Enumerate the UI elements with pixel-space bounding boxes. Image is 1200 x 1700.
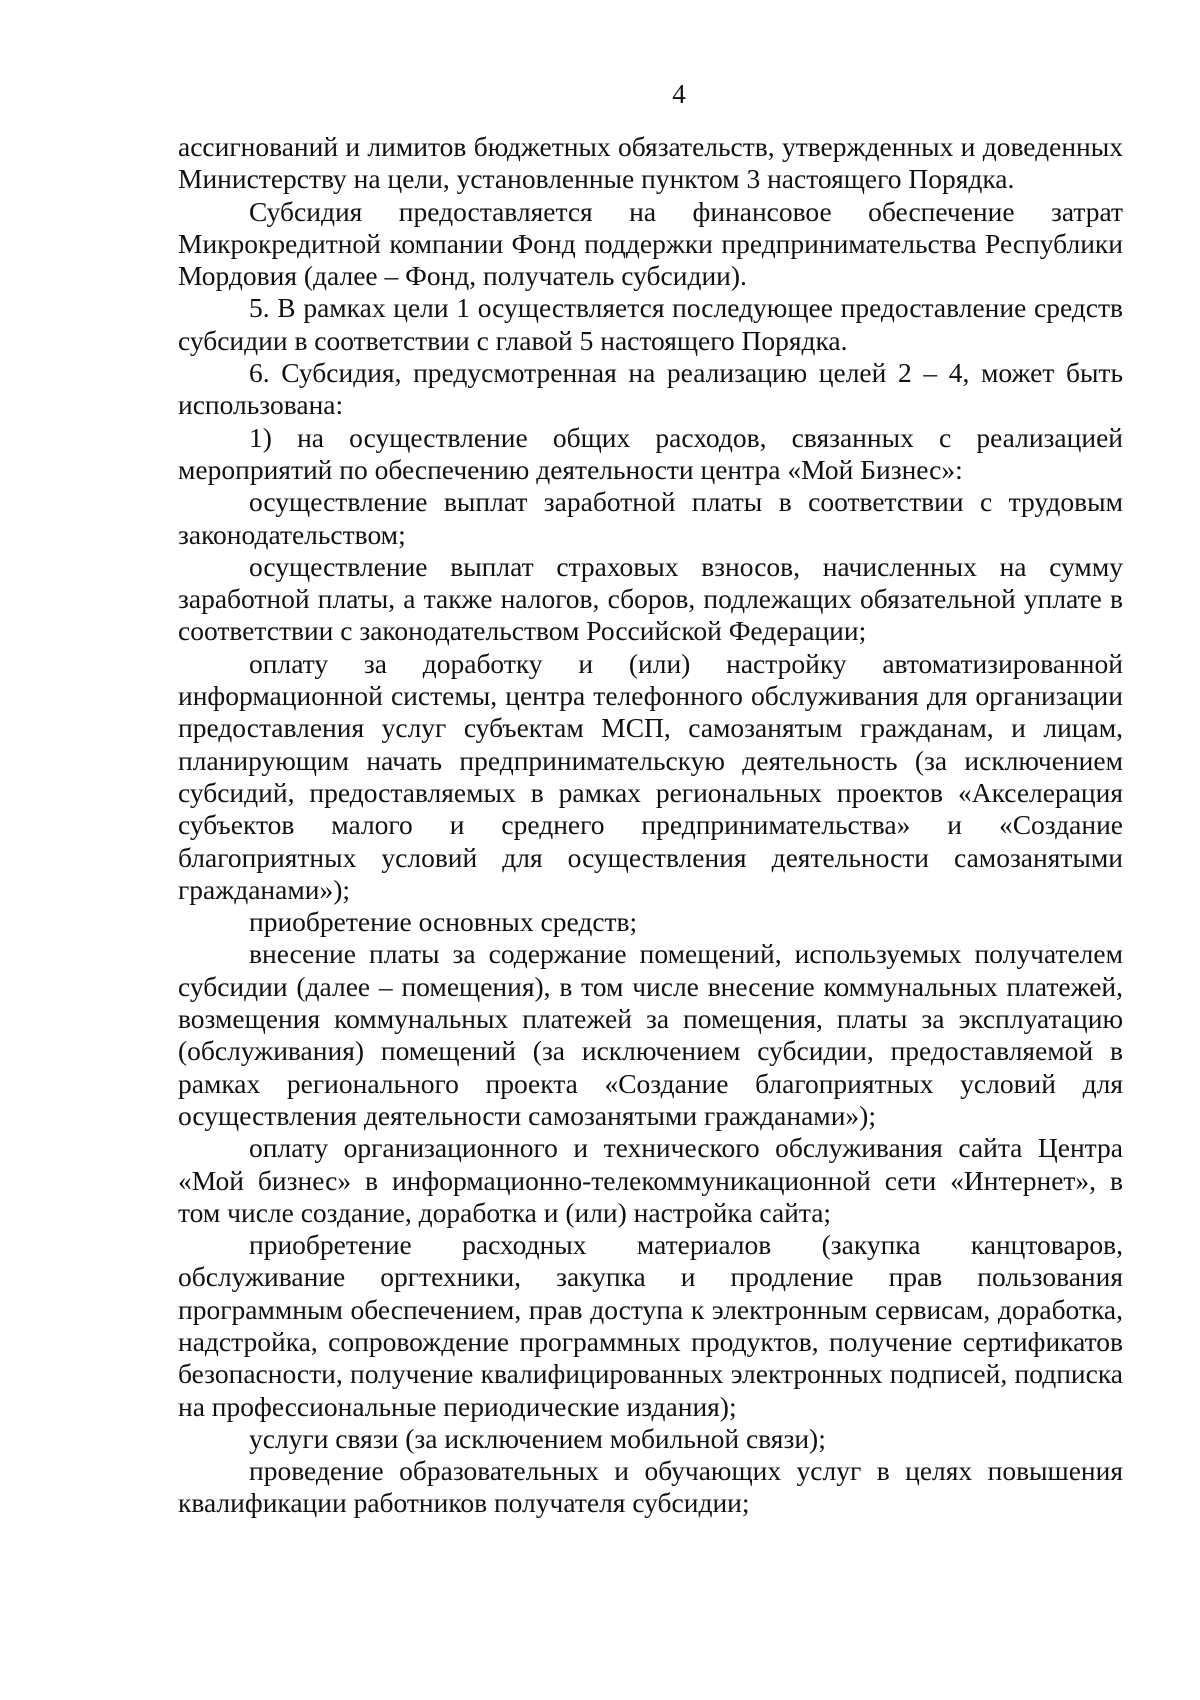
paragraph: Субсидия предоставляется на финансовое обеспечение затрат Микрокредитной компании Фонд поддержки предпринимательства Республики Мордовия (далее – Фонд, получатель субсидии). bbox=[178, 195, 1123, 292]
paragraph: ассигнований и лимитов бюджетных обязательств, утвержденных и доведенных Министерству на цели, установленные пунктом 3 настоящего Порядка. bbox=[178, 131, 1123, 195]
paragraph: приобретение основных средств; bbox=[249, 906, 638, 938]
paragraph: 5. В рамках цели 1 осуществляется последующее предоставление средств субсидии в соответствии с главой 5 настоящего Порядка. bbox=[178, 292, 1123, 356]
document-body bbox=[178, 131, 1123, 1520]
paragraph: осуществление выплат заработной платы в соответствии с трудовым законодательством; bbox=[178, 486, 1123, 550]
paragraph: услуги связи (за исключением мобильной связи); bbox=[249, 1422, 826, 1454]
paragraph: проведение образовательных и обучающих услуг в целях повышения квалификации работников получателя субсидии; bbox=[178, 1455, 1123, 1519]
paragraph: 6. Субсидия, предусмотренная на реализацию целей 2 – 4, может быть использована: bbox=[178, 357, 1123, 421]
paragraph: внесение платы за содержание помещений, используемых получателем субсидии (далее – помещения), в том числе внесение коммунальных платежей, возмещения коммунальных платежей за помещения, платы за эксплуатацию (обслуживания) помещений (за исключением субсидии, предоставляемой в рамках регионального проекта «Создание благоприятных условий для осуществления деятельности самозанятыми гражданами»); bbox=[178, 938, 1123, 1131]
paragraph: 1) на осуществление общих расходов, связанных с реализацией мероприятий по обеспечению деятельности центра «Мой Бизнес»: bbox=[178, 421, 1123, 485]
paragraph: осуществление выплат страховых взносов, начисленных на сумму заработной платы, а также налогов, сборов, подлежащих обязательной уплате в соответствии с законодательством Российской Федерации; bbox=[178, 550, 1123, 647]
paragraph: приобретение расходных материалов (закупка канцтоваров, обслуживание оргтехники, закупка и продление прав пользования программным обеспечением, прав доступа к электронным сервисам, доработка, надстройка, сопровождение программных продуктов, получение сертификатов безопасности, получение квалифицированных электронных подписей, подписка на профессиональные периодические издания); bbox=[178, 1229, 1123, 1422]
page-number: 4 bbox=[672, 79, 686, 109]
paragraph: оплату организационного и технического обслуживания сайта Центра «Мой бизнес» в информационно-телекоммуникационной сети «Интернет», в том числе создание, доработка и (или) настройка сайта; bbox=[178, 1132, 1123, 1228]
paragraph: оплату за доработку и (или) настройку автоматизированной информационной системы, центра телефонного обслуживания для организации предоставления услуг субъектам МСП, самозанятым гражданам, и лицам, планирующим начать предпринимательскую деятельность (за исключением субсидий, предоставляемых в рамках региональных проектов «Акселерация субъектов малого и среднего предпринимательства» и «Создание благоприятных условий для осуществления деятельности самозанятыми гражданами»); bbox=[178, 647, 1123, 905]
